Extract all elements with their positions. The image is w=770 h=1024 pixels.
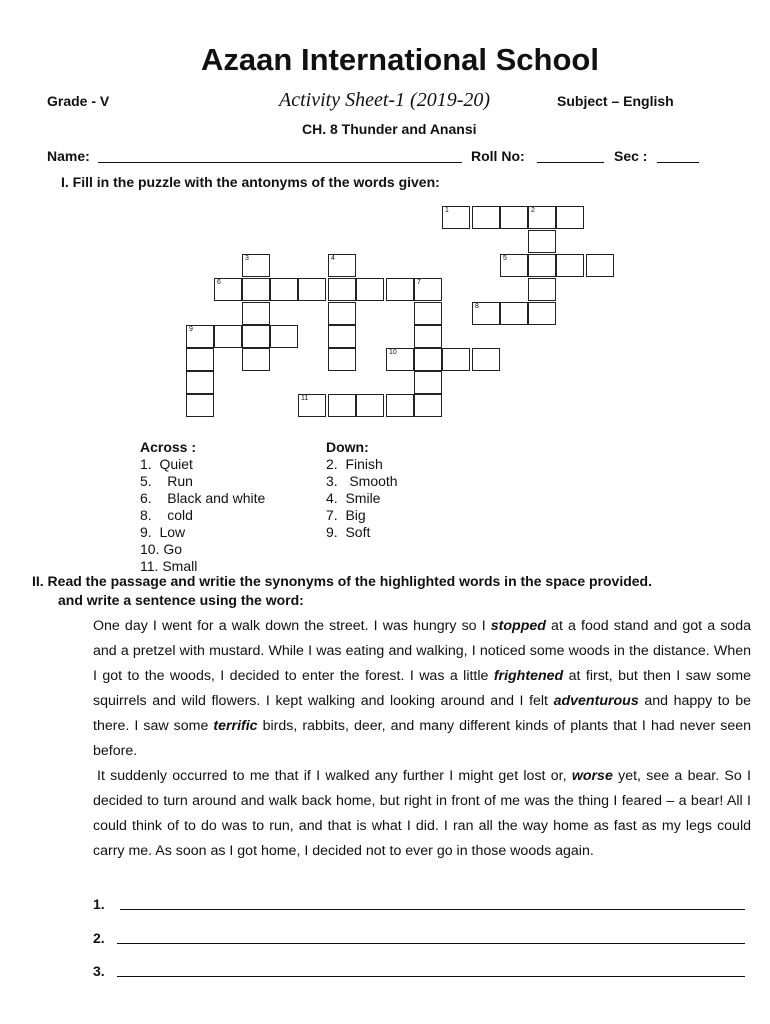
crossword-cell[interactable] [414, 325, 442, 348]
highlighted-word: terrific [213, 718, 258, 734]
highlighted-word: frightened [493, 668, 564, 684]
crossword-cell[interactable] [414, 371, 442, 394]
grade-label: Grade - V [47, 93, 110, 109]
crossword-cell[interactable] [414, 302, 442, 325]
crossword-cell[interactable] [214, 278, 242, 301]
section1-heading: I. Fill in the puzzle with the antonyms of the words given: [61, 174, 440, 190]
crossword-cell[interactable] [270, 278, 298, 301]
crossword-cell[interactable] [242, 325, 270, 348]
highlighted-word: worse [571, 768, 613, 784]
crossword-clue-number: 9 [189, 326, 193, 333]
crossword-cell[interactable] [186, 348, 214, 371]
clue-down-4: 4. Smile [326, 490, 381, 506]
answer-label-2: 2. [93, 930, 105, 946]
section2-heading: II. Read the passage and writie the synonyms of the highlighted words in the space provided. [32, 573, 652, 589]
crossword-cell[interactable] [270, 325, 298, 348]
crossword-cell[interactable] [242, 348, 270, 371]
crossword-cell[interactable] [472, 302, 500, 325]
clue-across-8: 8. cold [140, 507, 193, 523]
crossword-cell[interactable] [186, 325, 214, 348]
crossword-cell[interactable] [298, 278, 326, 301]
clue-across-6: 6. Black and white [140, 490, 266, 506]
crossword-cell[interactable] [298, 394, 326, 417]
crossword-cell[interactable] [328, 302, 356, 325]
crossword-cell[interactable] [442, 206, 470, 229]
clue-across-11: 11. Small [140, 558, 198, 574]
crossword-cell[interactable] [472, 206, 500, 229]
crossword-cell[interactable] [328, 325, 356, 348]
crossword-cell[interactable] [528, 278, 556, 301]
crossword-cell[interactable] [242, 302, 270, 325]
roll-label: Roll No: [471, 148, 525, 164]
crossword-cell[interactable] [328, 348, 356, 371]
crossword-cell[interactable] [356, 394, 384, 417]
crossword-clue-number: 4 [331, 255, 335, 262]
crossword-cell[interactable] [414, 394, 442, 417]
crossword-cell[interactable] [556, 254, 584, 277]
clue-across-1: 1. Quiet [140, 456, 193, 472]
crossword-cell[interactable] [386, 348, 414, 371]
clue-down-7: 7. Big [326, 507, 366, 523]
crossword-cell[interactable] [528, 206, 556, 229]
clue-down-2: 2. Finish [326, 456, 383, 472]
crossword-cell[interactable] [328, 278, 356, 301]
crossword-clue-number: 5 [503, 255, 507, 262]
crossword-cell[interactable] [242, 254, 270, 277]
crossword-cell[interactable] [356, 278, 384, 301]
chapter-title: CH. 8 Thunder and Anansi [302, 121, 477, 137]
crossword-clue-number: 6 [217, 279, 221, 286]
crossword-clue-number: 1 [445, 207, 449, 214]
crossword-cell[interactable] [528, 254, 556, 277]
crossword-cell[interactable] [328, 254, 356, 277]
subject-label: Subject – English [557, 93, 674, 109]
clue-across-9: 9. Low [140, 524, 186, 540]
crossword-clue-number: 11 [301, 395, 309, 402]
crossword-cell[interactable] [442, 348, 470, 371]
activity-sheet-title: Activity Sheet-1 (2019-20) [279, 89, 491, 111]
section2-subheading: and write a sentence using the word: [58, 592, 304, 608]
crossword-cell[interactable] [500, 206, 528, 229]
clue-down-3: 3. Smooth [326, 473, 398, 489]
highlighted-word: stopped [490, 618, 546, 634]
sec-label: Sec : [614, 148, 648, 164]
crossword-cell[interactable] [528, 230, 556, 253]
passage-paragraph-1: One day I went for a walk down the street. I was hungry so I stopped at a food stand and got a soda and a pretzel with mustard. While I was eating and walking, I noticed some woods in the distance. When I got to the woods, I decided to enter the forest. I was a little frightened at first, but then I saw some squirrels and wild flowers. I kept walking and looking around and I felt adventurous and happy to be there. I saw some terrific birds, rabbits, deer, and many different kinds of plants that I had never seen before. [93, 618, 752, 759]
crossword-cell[interactable] [472, 348, 500, 371]
crossword-cell[interactable] [586, 254, 614, 277]
down-title: Down: [326, 439, 369, 455]
crossword-cell[interactable] [328, 394, 356, 417]
crossword-clue-number: 10 [389, 349, 397, 356]
crossword-cell[interactable] [500, 302, 528, 325]
answer-line-1[interactable] [120, 909, 745, 910]
crossword-clue-number: 2 [531, 207, 535, 214]
name-label: Name: [47, 148, 90, 164]
answer-line-3[interactable] [117, 976, 745, 977]
clue-across-10: 10. Go [140, 541, 183, 557]
crossword-cell[interactable] [414, 348, 442, 371]
crossword-cell[interactable] [386, 394, 414, 417]
crossword-cell[interactable] [186, 394, 214, 417]
crossword-cell[interactable] [528, 302, 556, 325]
passage-paragraph-2: It suddenly occurred to me that if I walked any further I might get lost or, worse yet, see a bear. So I decided to turn around and walk back home, but right in front of me was the thing I feared – a bear! All I could think of to do was to run, and that is what I did. I ran all the way home as fast as my legs could carry me. As soon as I got home, I decided not to ever go in those woods again. [93, 768, 751, 859]
crossword-grid [0, 0, 770, 440]
school-title: Azaan International School [201, 42, 599, 77]
answer-label-3: 3. [93, 963, 105, 979]
crossword-clue-number: 7 [417, 279, 421, 286]
crossword-cell[interactable] [386, 278, 414, 301]
crossword-cell[interactable] [556, 206, 584, 229]
crossword-cell[interactable] [242, 278, 270, 301]
across-title: Across : [140, 439, 197, 455]
crossword-cell[interactable] [500, 254, 528, 277]
crossword-cell[interactable] [214, 325, 242, 348]
clue-down-9: 9. Soft [326, 524, 371, 540]
crossword-cell[interactable] [414, 278, 442, 301]
answer-line-2[interactable] [117, 943, 745, 944]
across-clues [140, 439, 265, 575]
clue-across-5: 5. Run [140, 473, 193, 489]
highlighted-word: adventurous [553, 693, 639, 709]
crossword-cell[interactable] [186, 371, 214, 394]
answer-label-1: 1. [93, 896, 105, 912]
crossword-clue-number: 3 [245, 255, 249, 262]
crossword-clue-number: 8 [475, 303, 479, 310]
down-clues [326, 439, 398, 541]
